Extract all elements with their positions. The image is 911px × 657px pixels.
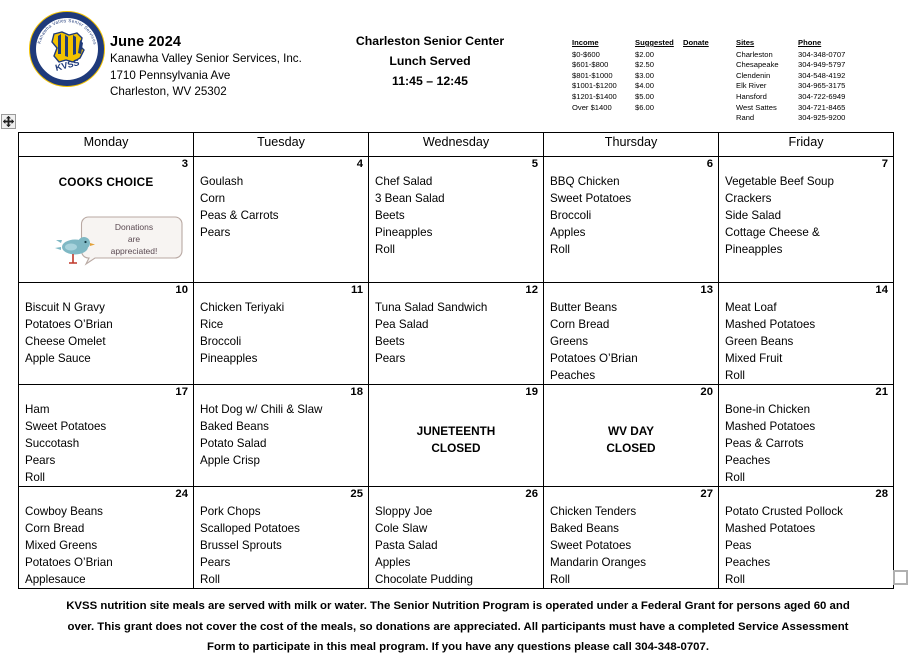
day-number: 12: [525, 284, 538, 296]
menu-item: Mashed Potatoes: [725, 318, 816, 331]
menu-item: Cowboy Beans: [25, 505, 103, 518]
menu-item: Pea Salad: [375, 318, 429, 331]
info-table-row: [572, 60, 858, 71]
donate-cell: [683, 81, 736, 92]
calendar-day-cell[interactable]: [194, 385, 369, 487]
calendar-day-cell[interactable]: [369, 283, 544, 385]
menu-item-list: [194, 157, 368, 241]
site-phone-cell: 304-348-0707: [798, 49, 846, 59]
menu-item: Tuna Salad Sandwich: [375, 301, 488, 314]
svg-text:appreciated!: appreciated!: [110, 246, 158, 256]
suggested-donation-cell: $6.00: [635, 102, 655, 112]
suggested-donation-cell: $2.50: [635, 60, 655, 70]
cooks-choice-label: COOKS CHOICE: [58, 175, 154, 189]
site-phone-cell: 304-548-4192: [798, 70, 846, 80]
calendar-week-row: [19, 283, 894, 385]
income-range-cell: $1001-$1200: [572, 81, 617, 91]
menu-item: Goulash: [200, 175, 244, 188]
menu-item: Potatoes O’Brian: [25, 318, 113, 331]
footer-note: KVSS nutrition site meals are served with milk or water. The Senior Nutrition Program is operated under a Federal Grant for persons aged 60 and over. This grant does not cover the cost of the meals, so donations are appreciated. All participants must have a completed Service Assessment Form to participate in this meal program. If you have any questions please call 304-348-0707.: [66, 600, 850, 653]
menu-item: Side Salad: [725, 209, 782, 222]
menu-item: Corn: [200, 192, 226, 205]
calendar-header-thursday: Thursday: [544, 133, 719, 157]
center-title-block: [300, 31, 560, 91]
header-donate: Donate: [683, 38, 709, 47]
site-name-cell: Clendenin: [736, 70, 771, 80]
income-range-cell: Over $1400: [572, 102, 612, 112]
site-name-cell: Elk River: [736, 81, 767, 91]
calendar-day-cell[interactable]: [719, 487, 894, 589]
menu-item: Roll: [550, 243, 570, 256]
menu-item: Potatoes O’Brian: [550, 352, 638, 365]
calendar-day-cell[interactable]: [194, 157, 369, 283]
calendar-header-tuesday: Tuesday: [194, 133, 369, 157]
donate-cell: [683, 50, 736, 61]
day-number: 20: [700, 386, 713, 398]
income-range-cell: [572, 113, 635, 124]
menu-item-list: [194, 385, 368, 469]
day-number: 13: [700, 284, 713, 296]
org-address-line2: Charleston, WV 25302: [110, 85, 227, 98]
calendar-day-cell[interactable]: [719, 157, 894, 283]
menu-item: Rice: [200, 318, 224, 331]
donate-cell: [683, 71, 736, 82]
calendar-header-wednesday: Wednesday: [369, 133, 544, 157]
org-address-line1: 1710 Pennsylvania Ave: [110, 68, 231, 82]
menu-item: Pineapples: [200, 352, 258, 365]
header-sites: Sites: [736, 38, 755, 47]
menu-item: Potato Salad: [200, 437, 267, 450]
menu-item-list: [369, 487, 543, 588]
closed-notice-line: WV DAY: [607, 424, 655, 438]
menu-item-list: [719, 157, 893, 258]
menu-item: Baked Beans: [550, 522, 619, 535]
menu-item: Pineapples: [725, 243, 783, 256]
closed-notice-line: JUNETEENTH: [416, 424, 496, 438]
calendar-day-cell[interactable]: [369, 385, 544, 487]
day-number: 18: [350, 386, 363, 398]
calendar-header-friday: Friday: [719, 133, 894, 157]
day-number: 6: [706, 158, 713, 170]
site-name-cell: Hansford: [736, 91, 767, 101]
menu-item: Green Beans: [725, 335, 794, 348]
day-number: 17: [175, 386, 188, 398]
income-range-cell: $801-$1000: [572, 70, 613, 80]
day-number: 26: [525, 488, 538, 500]
menu-item: Scalloped Potatoes: [200, 522, 300, 535]
menu-item: Peas: [725, 539, 752, 552]
menu-item-list: [719, 385, 893, 486]
menu-item-list: [369, 157, 543, 258]
calendar-day-cell[interactable]: [19, 283, 194, 385]
menu-item: Cole Slaw: [375, 522, 428, 535]
suggested-donation-cell: $5.00: [635, 91, 655, 101]
menu-item: Peas & Carrots: [200, 209, 279, 222]
menu-item: Pineapples: [375, 226, 433, 239]
menu-item: Butter Beans: [550, 301, 618, 314]
site-phone-cell: 304-949-5797: [798, 60, 846, 70]
menu-item: Vegetable Beef Soup: [725, 175, 834, 188]
kvss-logo: [28, 10, 106, 88]
income-range-cell: $1201-$1400: [572, 91, 617, 101]
day-number: 10: [175, 284, 188, 296]
month-title: June 2024: [110, 34, 182, 50]
calendar-week-row: [19, 385, 894, 487]
menu-item: Cheese Omelet: [25, 335, 106, 348]
menu-item: Sweet Potatoes: [25, 420, 107, 433]
menu-item: Roll: [375, 243, 395, 256]
menu-item: Roll: [25, 471, 45, 484]
menu-item: Roll: [200, 573, 220, 586]
day-number: 19: [525, 386, 538, 398]
menu-item-list: [719, 283, 893, 384]
day-number: 25: [350, 488, 363, 500]
menu-item: Peas & Carrots: [725, 437, 804, 450]
calendar-week-row: [19, 157, 894, 283]
svg-text:Kanawha Valley Senior Services: Kanawha Valley Senior Services: [36, 17, 98, 46]
menu-item-list: [194, 487, 368, 588]
menu-item: Greens: [550, 335, 589, 348]
income-range-cell: $0-$600: [572, 49, 600, 59]
menu-item: Pears: [200, 226, 231, 239]
menu-calendar: [18, 132, 894, 589]
menu-item: Broccoli: [200, 335, 242, 348]
menu-item: Broccoli: [550, 209, 592, 222]
menu-item: Potato Crusted Pollock: [725, 505, 843, 518]
calendar-day-cell[interactable]: [19, 385, 194, 487]
suggested-donation-cell: $4.00: [635, 81, 655, 91]
donate-cell: [683, 60, 736, 71]
day-number: 7: [881, 158, 888, 170]
menu-item: Cottage Cheese &: [725, 226, 820, 239]
calendar-day-cell[interactable]: [719, 283, 894, 385]
calendar-day-cell[interactable]: [194, 487, 369, 589]
menu-item: Brussel Sprouts: [200, 539, 282, 552]
closed-notice-line: CLOSED: [606, 441, 656, 455]
closed-notice: [369, 385, 543, 457]
menu-item: Pasta Salad: [375, 539, 438, 552]
suggested-donation-cell: $2.00: [635, 49, 655, 59]
menu-item: Crackers: [725, 192, 772, 205]
menu-item: Pears: [200, 556, 231, 569]
info-table-row: [572, 113, 858, 124]
menu-item: Applesauce: [25, 573, 86, 586]
menu-item: Mashed Potatoes: [725, 522, 816, 535]
table-move-handle-icon[interactable]: [1, 114, 16, 129]
menu-item: Apples: [550, 226, 586, 239]
site-name-cell: Chesapeake: [736, 60, 779, 70]
info-table-row: [572, 92, 858, 103]
menu-item: Sweet Potatoes: [550, 192, 632, 205]
day-number: 4: [356, 158, 363, 170]
menu-item: Sweet Potatoes: [550, 539, 632, 552]
day-number: 3: [181, 158, 188, 170]
menu-item: Pears: [375, 352, 406, 365]
calendar-day-cell[interactable]: [19, 157, 194, 283]
day-number: 14: [875, 284, 888, 296]
header-phone: Phone: [798, 38, 822, 47]
header-income: Income: [572, 38, 599, 47]
site-phone-cell: 304-925-9200: [798, 113, 846, 123]
income-sites-info-table: [572, 38, 858, 124]
donate-cell: [683, 113, 736, 124]
lunch-served-label: Lunch Served: [389, 54, 471, 68]
site-name-cell: Rand: [736, 113, 755, 123]
info-table-row: [572, 50, 858, 61]
donate-cell: [683, 92, 736, 103]
menu-item: Succotash: [25, 437, 80, 450]
menu-item: Bone-in Chicken: [725, 403, 811, 416]
menu-item-list: [194, 283, 368, 367]
income-range-cell: $601-$800: [572, 60, 609, 70]
calendar-header-monday: Monday: [19, 133, 194, 157]
menu-item: Peaches: [725, 454, 771, 467]
calendar-day-cell[interactable]: [544, 385, 719, 487]
menu-item: Chef Salad: [375, 175, 433, 188]
menu-item: Peaches: [725, 556, 771, 569]
menu-item: Pears: [25, 454, 56, 467]
day-number: 11: [351, 284, 363, 296]
calendar-weekday-header-row: [19, 133, 894, 157]
menu-item: Mixed Fruit: [725, 352, 783, 365]
day-number: 21: [875, 386, 888, 398]
site-phone-cell: 304-721-8465: [798, 102, 846, 112]
menu-item: Beets: [375, 209, 405, 222]
calendar-day-cell[interactable]: [194, 283, 369, 385]
site-name-cell: West Sattes: [736, 102, 777, 112]
menu-item: Corn Bread: [550, 318, 610, 331]
header-suggested: Suggested: [635, 38, 674, 47]
calendar-day-cell[interactable]: [369, 487, 544, 589]
menu-item: Peaches: [550, 369, 596, 382]
menu-item: Corn Bread: [25, 522, 85, 535]
menu-item-list: [719, 487, 893, 588]
menu-item: Potatoes O’Brian: [25, 556, 113, 569]
menu-item: Sloppy Joe: [375, 505, 433, 518]
svg-text:KVSS: KVSS: [54, 57, 81, 73]
calendar-day-cell[interactable]: [369, 157, 544, 283]
table-resize-handle[interactable]: [893, 570, 908, 585]
info-table-row: [572, 81, 858, 92]
menu-item-list: [19, 385, 193, 486]
menu-item: Beets: [375, 335, 405, 348]
menu-item: Mashed Potatoes: [725, 420, 816, 433]
menu-item: Roll: [550, 573, 570, 586]
info-table-header-row: [572, 38, 858, 50]
closed-notice-line: CLOSED: [431, 441, 481, 455]
calendar-day-cell[interactable]: [544, 283, 719, 385]
info-table-row: [572, 103, 858, 114]
calendar-day-cell[interactable]: [719, 385, 894, 487]
calendar-day-cell[interactable]: [19, 487, 194, 589]
day-number: 28: [875, 488, 888, 500]
menu-item: Ham: [25, 403, 50, 416]
menu-item: Roll: [725, 573, 745, 586]
menu-item: Chocolate Pudding: [375, 573, 473, 586]
menu-item-list: [544, 157, 718, 258]
menu-item: Chicken Teriyaki: [200, 301, 285, 314]
site-phone-cell: 304-722-6949: [798, 91, 846, 101]
menu-item-list: [544, 283, 718, 384]
menu-item: Roll: [725, 369, 745, 382]
menu-item: Chicken Tenders: [550, 505, 637, 518]
donate-cell: [683, 103, 736, 114]
svg-text:are: are: [127, 234, 141, 244]
org-name: Kanawha Valley Senior Services, Inc.: [110, 52, 302, 65]
menu-item: BBQ Chicken: [550, 175, 620, 188]
menu-item: Apples: [375, 556, 411, 569]
menu-item: Roll: [725, 471, 745, 484]
menu-item-list: [544, 487, 718, 588]
menu-item: 3 Bean Salad: [375, 192, 445, 205]
menu-item: Mixed Greens: [25, 539, 98, 552]
menu-item-list: [19, 283, 193, 367]
menu-item-list: [369, 283, 543, 367]
day-number: 24: [175, 488, 188, 500]
day-number: 27: [700, 488, 713, 500]
menu-item: Baked Beans: [200, 420, 269, 433]
day-number: 5: [531, 158, 538, 170]
menu-item: Biscuit N Gravy: [25, 301, 105, 314]
donation-bird-icon: [55, 209, 185, 271]
site-phone-cell: 304-965-3175: [798, 81, 846, 91]
info-table-row: [572, 71, 858, 82]
calendar-week-row: [19, 487, 894, 589]
suggested-donation-cell: [635, 113, 683, 124]
document-header: [0, 0, 911, 123]
calendar-day-cell[interactable]: [544, 157, 719, 283]
closed-notice: [544, 385, 718, 457]
suggested-donation-cell: $3.00: [635, 70, 655, 80]
center-name: Charleston Senior Center: [355, 34, 505, 48]
menu-item-list: [19, 487, 193, 588]
svg-text:Donations: Donations: [114, 222, 154, 232]
menu-item: Meat Loaf: [725, 301, 777, 314]
site-name-cell: Charleston: [736, 49, 773, 59]
menu-item: Apple Crisp: [200, 454, 260, 467]
lunch-served-time: 11:45 – 12:45: [392, 74, 468, 88]
calendar-day-cell[interactable]: [544, 487, 719, 589]
menu-item: Apple Sauce: [25, 352, 91, 365]
menu-item: Pork Chops: [200, 505, 261, 518]
menu-item: Mandarin Oranges: [550, 556, 647, 569]
menu-item: Hot Dog w/ Chili & Slaw: [200, 403, 323, 416]
